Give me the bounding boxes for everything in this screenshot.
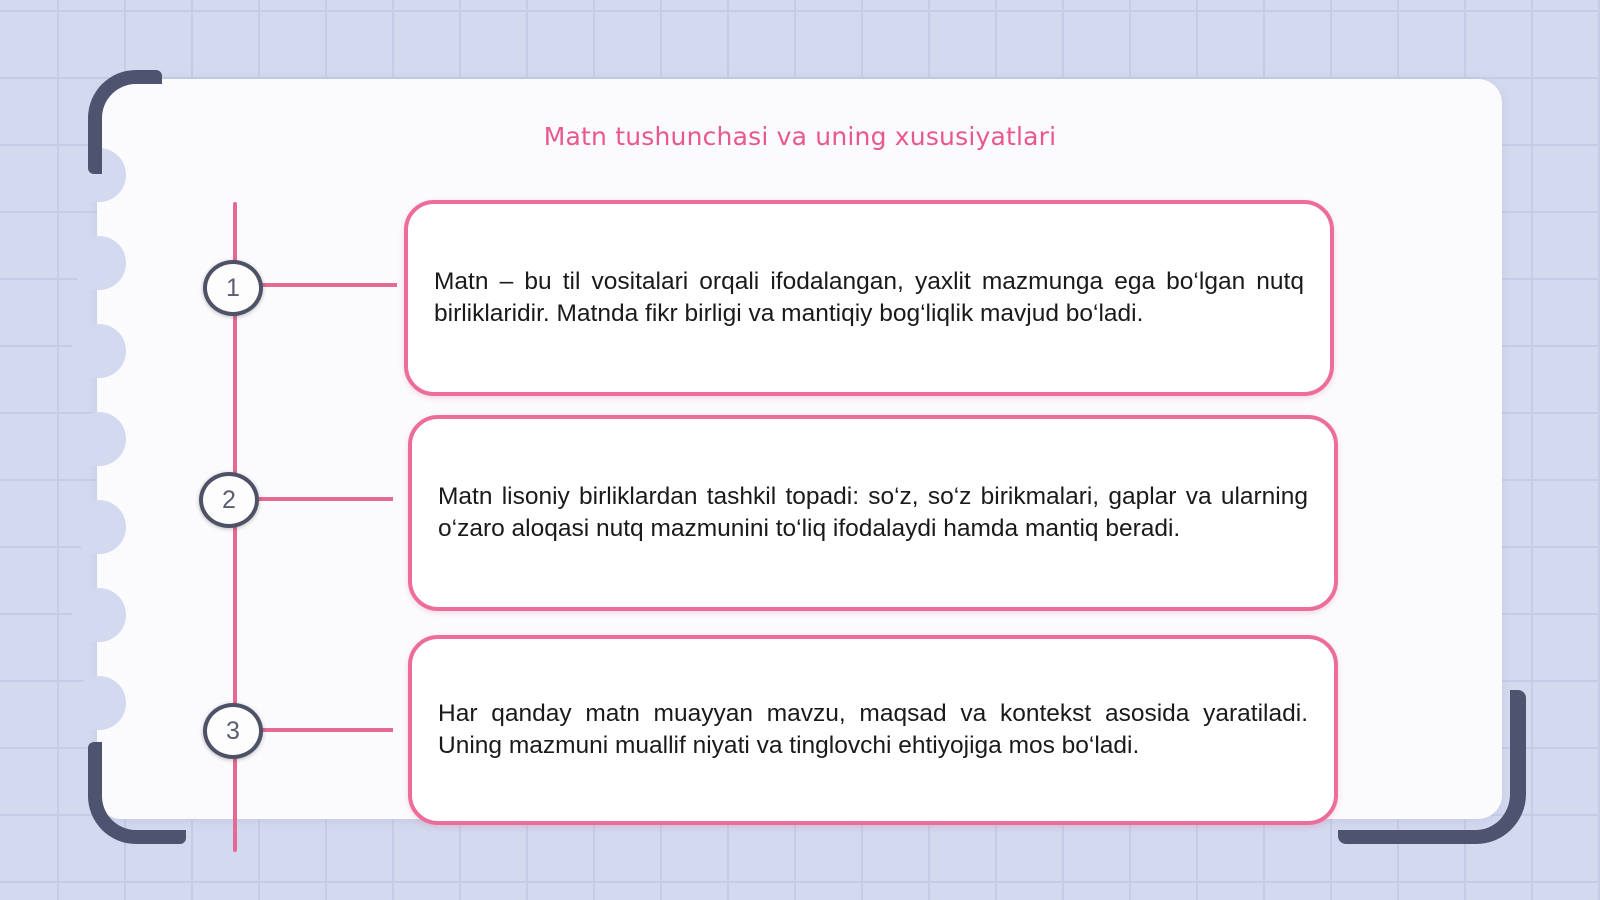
timeline-marker-2: [199, 472, 259, 528]
corner-bracket-bottom-left: [88, 742, 186, 844]
sheet-scallop: [72, 412, 126, 466]
sheet-scallop: [72, 236, 126, 290]
sheet-scallop: [72, 676, 126, 730]
card-text: Matn – bu til vositalari orqali ifodalangan, yaxlit mazmunga ega bo‘lgan nutq birliklaridir. Matnda fikr birligi va mantiqiy bog‘liqlik mavjud bo‘ladi.: [434, 268, 1304, 327]
sheet-scallop: [72, 500, 126, 554]
content-card-2: [408, 415, 1338, 611]
sheet-scallop: [72, 324, 126, 378]
marker-number: 2: [222, 485, 236, 514]
card-text: Har qanday matn muayyan mavzu, maqsad va kontekst asosida yaratiladi. Uning mazmuni muallif niyati va tinglovchi ehtiyojiga mos bo‘ladi.: [438, 700, 1308, 759]
corner-bracket-bottom-right: [1338, 690, 1526, 844]
slide-title: Matn tushunchasi va uning xususiyatlari: [543, 122, 1057, 151]
card-text: Matn lisoniy birliklardan tashkil topadi: so‘z, so‘z birikmalari, gaplar va ularning o‘zaro aloqasi nutq mazmunini to‘liq ifodalaydi hamda mantiq beradi.: [438, 483, 1308, 542]
marker-number: 3: [226, 716, 240, 745]
timeline-connector: [259, 497, 393, 501]
content-card-3: [408, 635, 1338, 825]
timeline-marker-1: [203, 260, 263, 316]
marker-number: 1: [226, 273, 240, 302]
content-card-1: [404, 200, 1334, 396]
timeline-connector: [262, 283, 397, 287]
sheet-scallop: [72, 588, 126, 642]
timeline-connector: [262, 728, 393, 732]
timeline-marker-3: [203, 703, 263, 759]
